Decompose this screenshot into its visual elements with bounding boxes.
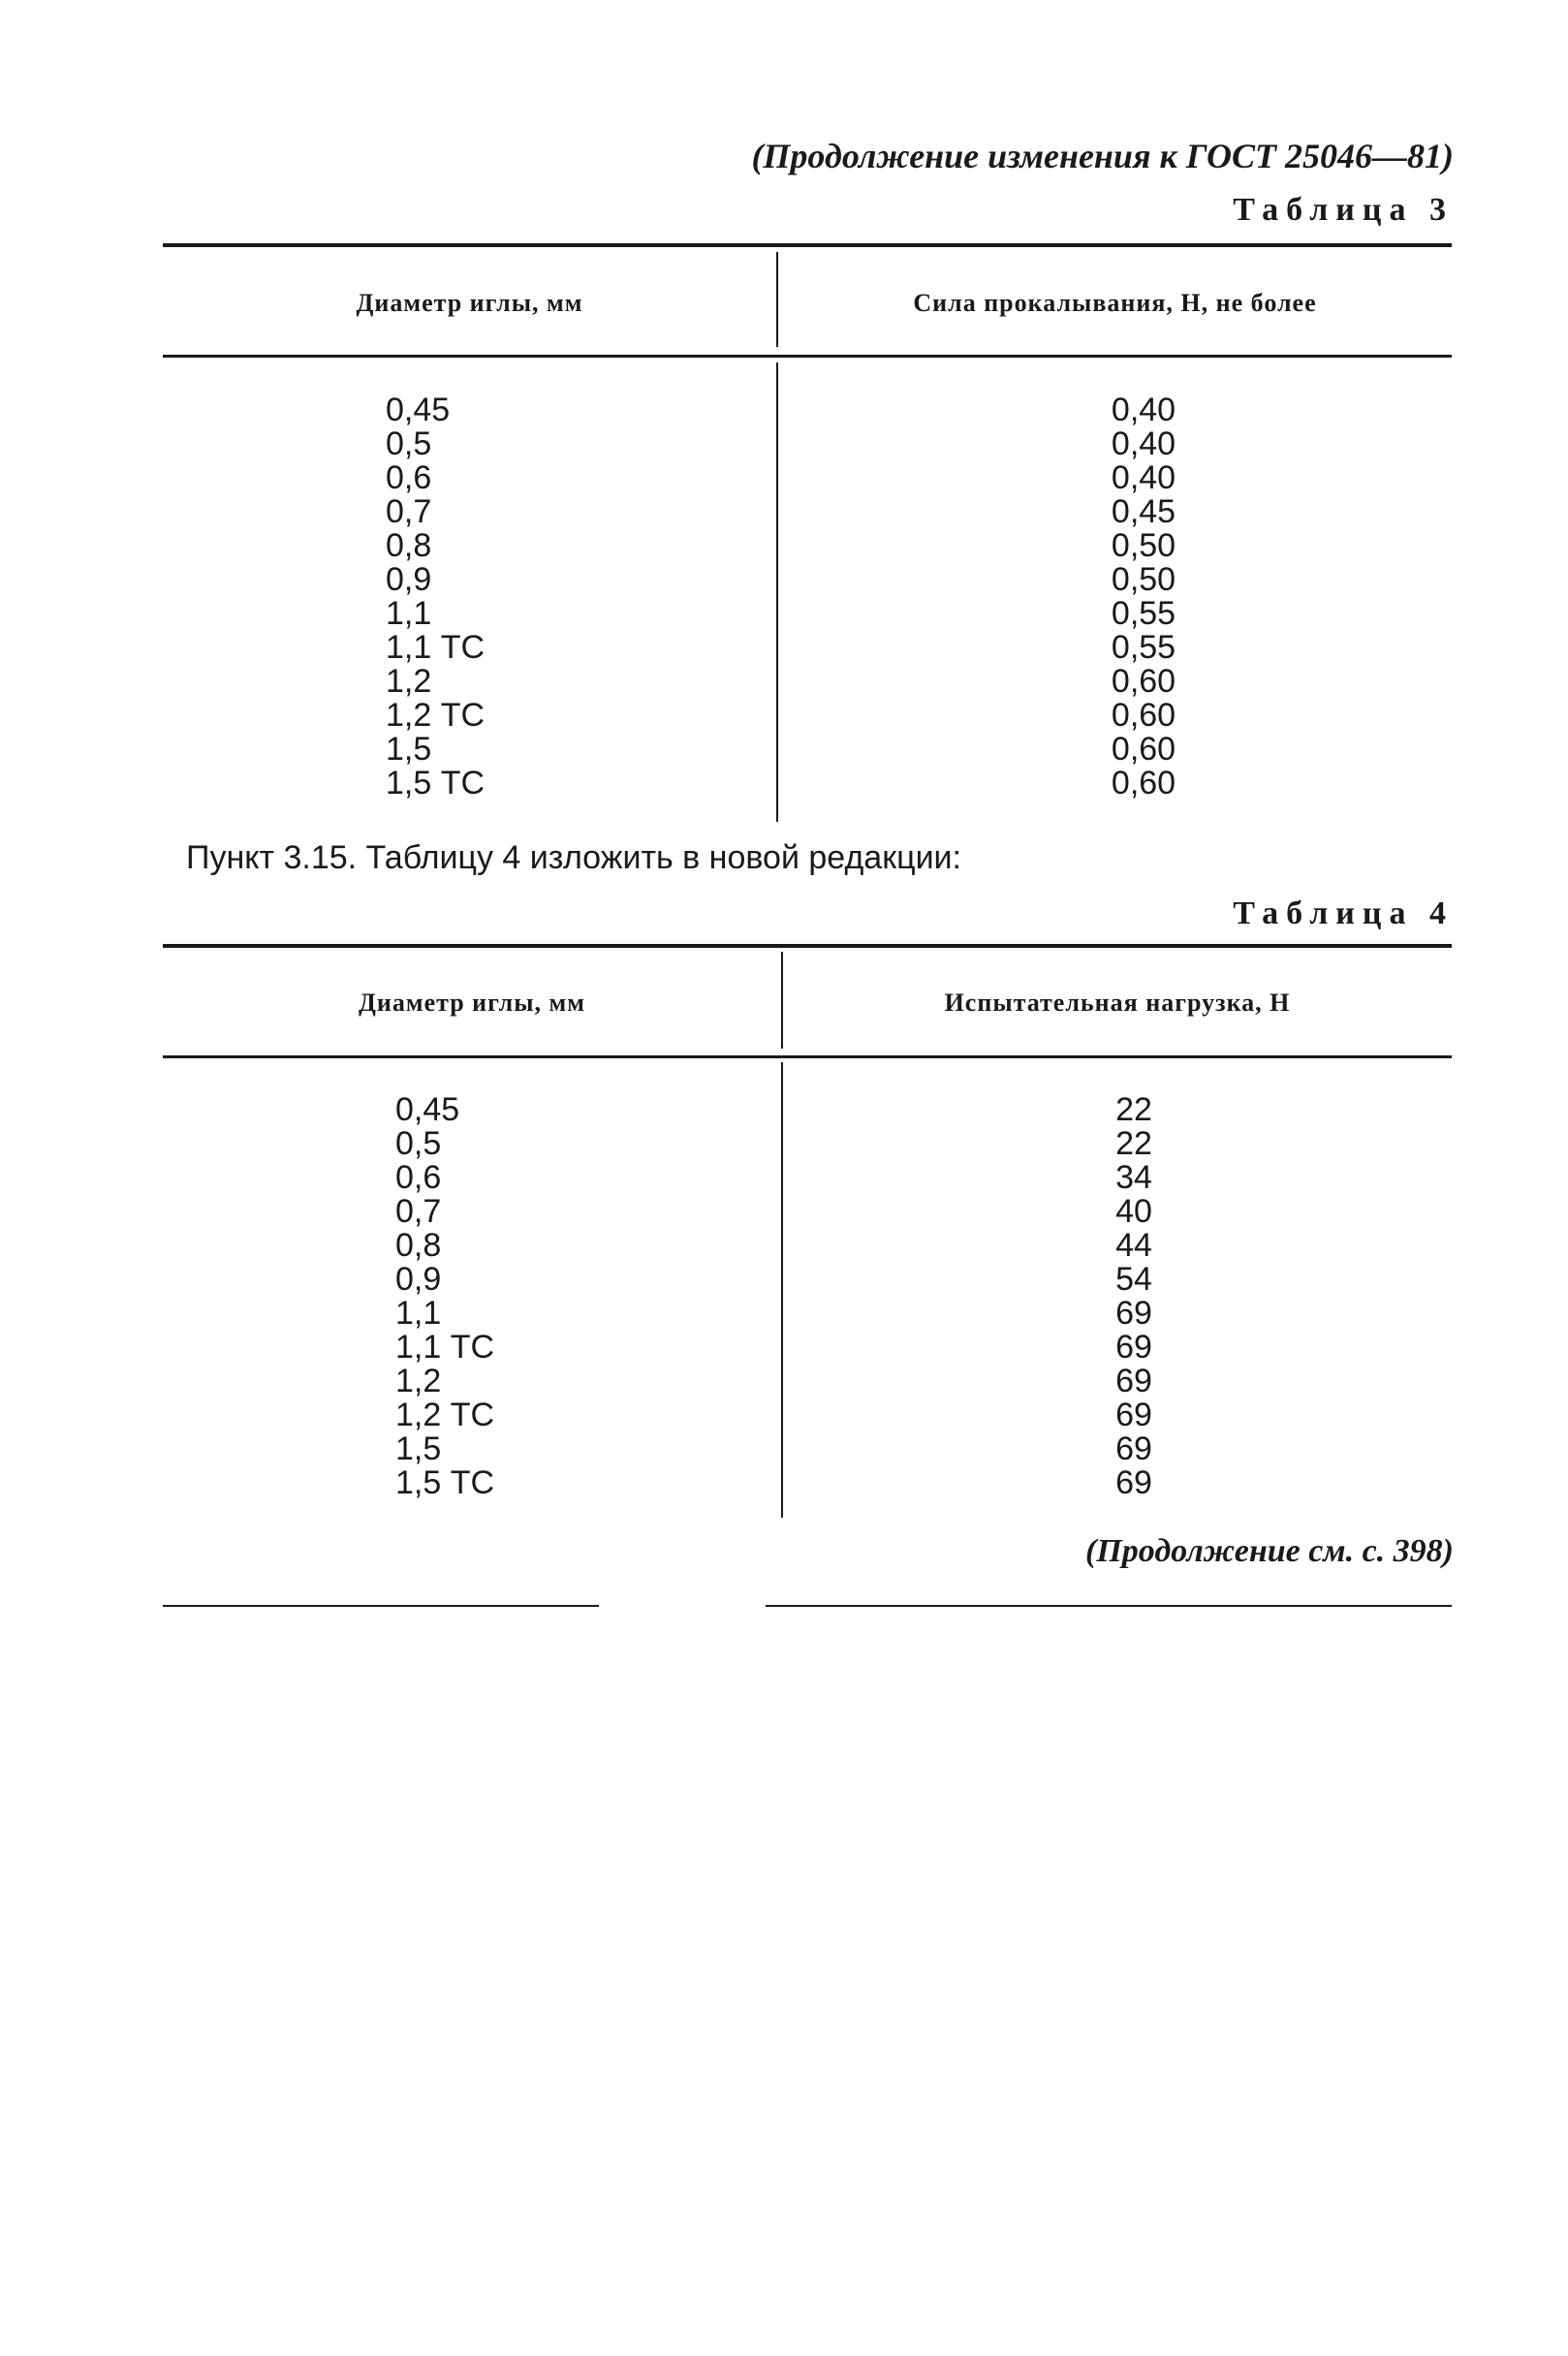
table-3-label: Таблица 3: [1233, 192, 1454, 228]
table-4-row-value: 22: [1115, 1125, 1152, 1162]
table-3-row-value: 0,60: [1111, 663, 1176, 700]
table-3-row-value: 0,45: [1111, 493, 1176, 530]
table-4-row-diameter: 1,2 ТС: [395, 1397, 495, 1433]
footer-rule-left: [163, 1605, 599, 1607]
table-4-row-value: 22: [1115, 1091, 1152, 1128]
table-3-value-column: [1085, 393, 1202, 801]
table-3-row-value: 0,50: [1111, 561, 1176, 598]
table-4-row-diameter: 1,5: [395, 1430, 442, 1467]
continuation-header: (Продолжение изменения к ГОСТ 25046—81): [751, 137, 1454, 175]
table-4-label: Таблица 4: [1233, 895, 1454, 931]
table-4-row-value: 69: [1115, 1295, 1152, 1332]
table-3-row-value: 0,60: [1111, 697, 1176, 734]
table-3-header-divider: [776, 252, 778, 347]
table-4-row-diameter: 1,1: [395, 1295, 442, 1332]
table-3-diameter-column: [386, 393, 485, 801]
table-3-row-diameter: 1,5: [386, 731, 432, 768]
table-3-row-diameter: 1,5 ТС: [386, 765, 486, 801]
table-3-row-value: 0,40: [1111, 459, 1176, 496]
table-4-col2-header: Испытательная нагрузка, Н: [944, 989, 1291, 1017]
footer-rule-right: [766, 1605, 1452, 1607]
table-3-row-diameter: 0,8: [386, 527, 432, 564]
table-3-row-diameter: 0,45: [386, 392, 451, 428]
table-3-row-diameter: 0,5: [386, 425, 432, 462]
table-4-row-diameter: 0,45: [395, 1091, 460, 1128]
table-4-row-value: 44: [1115, 1227, 1152, 1264]
table-3-header-rule: [163, 355, 1452, 358]
table-4-row-value: 69: [1115, 1430, 1152, 1467]
table-3-row-value: 0,55: [1111, 629, 1176, 666]
table-3-row-diameter: 0,9: [386, 561, 432, 598]
table-3-row-diameter: 0,7: [386, 493, 432, 530]
table-3-row-value: 0,40: [1111, 392, 1176, 428]
table-3-row-diameter: 1,1: [386, 595, 432, 632]
table-4-row-value: 54: [1115, 1261, 1152, 1298]
table-3-top-rule: [163, 243, 1452, 247]
table-3-row-diameter: 1,2: [386, 663, 432, 700]
table-3-row-value: 0,60: [1111, 731, 1176, 768]
table-4-col1-header: Диаметр иглы, мм: [359, 989, 585, 1017]
table-4-row-diameter: 1,2: [395, 1363, 442, 1399]
table-4-row-value: 69: [1115, 1397, 1152, 1433]
paragraph-text: Пункт 3.15. Таблицу 4 изложить в новой редакции:: [186, 839, 961, 876]
table-3-col1-header: Диаметр иглы, мм: [356, 289, 583, 317]
table-3-row-value: 0,55: [1111, 595, 1176, 632]
table-4-row-diameter: 0,6: [395, 1159, 442, 1196]
table-4-header-rule: [163, 1055, 1452, 1058]
table-3-row-diameter: 1,1 ТС: [386, 629, 486, 666]
table-4-row-value: 69: [1115, 1329, 1152, 1366]
table-4-row-diameter: 1,1 ТС: [395, 1329, 495, 1366]
table-4-body-divider: [781, 1062, 783, 1518]
table-4-diameter-column: [395, 1093, 494, 1500]
table-3-body-divider: [776, 362, 778, 822]
table-3-row-diameter: 1,2 ТС: [386, 697, 486, 734]
table-3-row-value: 0,40: [1111, 425, 1176, 462]
continuation-footer: (Продолжение см. с. 398): [1085, 1533, 1454, 1569]
table-4-row-diameter: 0,5: [395, 1125, 442, 1162]
table-4-row-value: 69: [1115, 1464, 1152, 1501]
table-4-row-value: 34: [1115, 1159, 1152, 1196]
table-4-row-value: 40: [1115, 1193, 1152, 1230]
table-4-row-diameter: 0,9: [395, 1261, 442, 1298]
table-3-row-value: 0,60: [1111, 765, 1176, 801]
table-4-value-column: [1085, 1093, 1182, 1500]
table-4-row-diameter: 1,5 ТС: [395, 1464, 495, 1501]
table-3-row-value: 0,50: [1111, 527, 1176, 564]
table-4-top-rule: [163, 944, 1452, 948]
table-3-row-diameter: 0,6: [386, 459, 432, 496]
table-4-header-divider: [781, 952, 783, 1049]
table-4-row-diameter: 0,8: [395, 1227, 442, 1264]
table-4-row-value: 69: [1115, 1363, 1152, 1399]
table-3-col2-header: Сила прокалывания, Н, не более: [913, 289, 1317, 317]
table-4-row-diameter: 0,7: [395, 1193, 442, 1230]
